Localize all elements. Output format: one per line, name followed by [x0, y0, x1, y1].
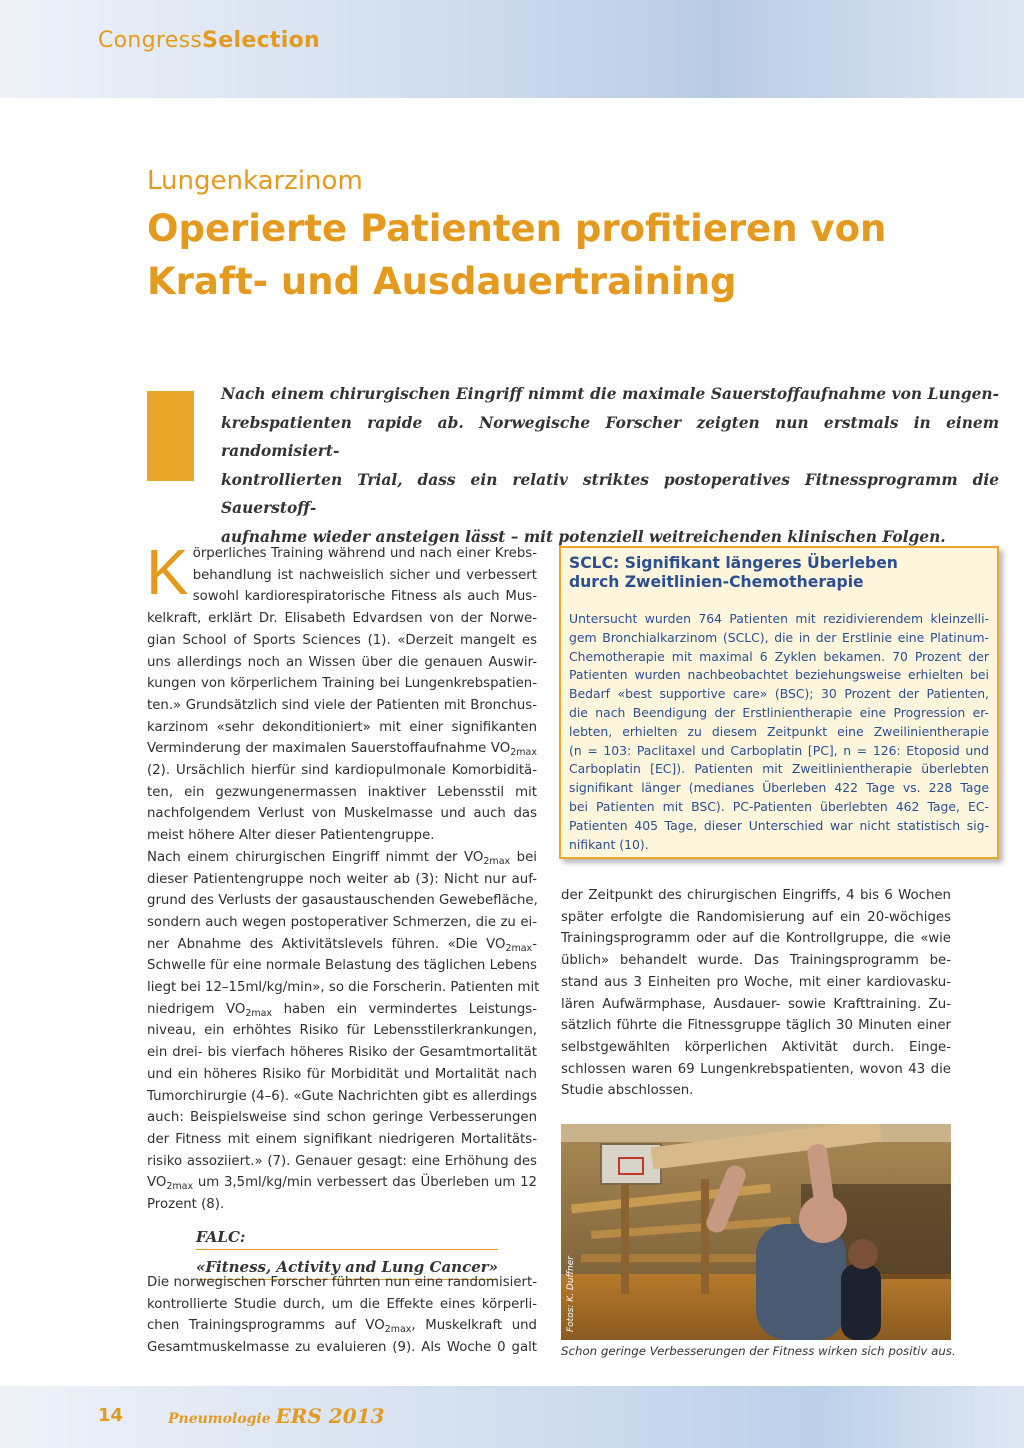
- body-line: Tumorchirurgie (4–6). «Gute Nachrichten gibt es allerdings: [147, 1088, 537, 1104]
- body-line: ein drei- bis vierfach höheres Risiko der Gesamtmortalität: [147, 1045, 537, 1061]
- journal-name: Pneumologie: [168, 1411, 271, 1427]
- body-line: selbstgewählten körperlichen Aktivität durch. Einge-: [561, 1039, 951, 1055]
- body-line: niedrigem $VO_{2max}$ haben ein vermindertes Leistungs-: [147, 1001, 537, 1019]
- training-photo: [561, 1124, 951, 1340]
- body-line: uns allerdings noch an Wissen über die genauen Auswir-: [147, 654, 537, 670]
- sclc-line: die nach Beendigung der Erstlinientherapie eine Progression er-: [569, 704, 989, 720]
- drop-cap: K: [146, 536, 189, 608]
- brand-light: Congress: [98, 28, 203, 53]
- sclc-line: gem Bronchialkarzinom (SCLC), die in der Erstlinie eine Platinum-: [569, 629, 989, 645]
- falc-body: [147, 1272, 537, 1359]
- body-line: ten, ein gezwungenermassen inaktiver Lebensstil mit: [147, 784, 537, 800]
- body-line: sätzlich führte die Fitnessgruppe täglich 30 Minuten einer: [561, 1018, 951, 1034]
- body-line: der Fitness mit einem signifikant niedrigeren Mortalitäts-: [147, 1131, 537, 1147]
- sclc-line: Chemotherapie mit maximal 6 Zyklen bekamen. 70 Prozent der: [569, 648, 989, 664]
- article-title: Operierte Patienten profitieren von Kraft- und Ausdauertraining: [147, 207, 887, 303]
- body-line: lären Aufwärmphase, Ausdauer- sowie Krafttraining. Zu-: [561, 996, 951, 1012]
- subscript: 2max: [505, 942, 533, 954]
- body-line: Prozent (8).: [147, 1197, 225, 1213]
- body-line: Studie abschlossen.: [561, 1083, 694, 1099]
- lead-line: Nach einem chirurgischen Eingriff nimmt die maximale Sauerstoffaufnahme von Lungen-: [221, 385, 999, 403]
- body-line: ten.» Grundsätzlich sind viele der Patienten mit Bronchus-: [147, 697, 537, 713]
- brand-bold: Selection: [202, 28, 320, 53]
- falc-heading-line: «Fitness, Activity and Lung Cancer»: [196, 1256, 498, 1280]
- sclc-box-title: [569, 554, 989, 591]
- body-line: örperliches Training während und nach einer Krebs-: [192, 546, 537, 561]
- body-line: grund des Verlusts der gasaustauschenden Gewebefläche,: [147, 893, 538, 909]
- body-line: der Zeitpunkt des chirurgischen Eingriffs, 4 bis 6 Wochen: [561, 888, 951, 903]
- falc-heading-line: FALC:: [196, 1226, 498, 1250]
- body-column-left: [146, 536, 540, 1216]
- sclc-box-body: [569, 610, 989, 854]
- body-line: liegt bei 12–15ml/kg/min», so die Forscherin. Patienten mit: [147, 980, 540, 996]
- subscript: 2max: [245, 1007, 273, 1019]
- footer-band: [0, 1386, 1024, 1448]
- body-line: chen Trainingsprogramms auf $VO_{2max}$, Muskelkraft und: [147, 1318, 537, 1336]
- article-kicker: Lungenkarzinom: [147, 166, 363, 196]
- sclc-line: Patienten wurden nachbeobachtet beziehungsweise erhielten bei: [569, 667, 989, 683]
- body-line: behandlung ist nachweislich sicher und verbessert: [192, 567, 537, 583]
- body-line: sowohl kardiorespiratorische Fitness als auch Mus-: [192, 589, 537, 605]
- sclc-line: (n = 103: Paclitaxel und Carboplatin [PC], n = 126: Etoposid und: [569, 742, 989, 758]
- body-line: Trainingsprogramm oder auf die Kontrollgruppe, die «wie: [561, 931, 951, 947]
- sclc-line: signifikant länger (medianes Überleben 422 Tage vs. 228 Tage: [569, 780, 989, 796]
- body-line: auch: Beispielsweise sind schon geringe Verbesserungen: [147, 1110, 537, 1126]
- sclc-line: nifikant (10).: [569, 836, 649, 852]
- congress-selection-logo: [98, 28, 320, 53]
- body-line: und ein höheres Risiko für Morbidität und Mortalität nach: [147, 1066, 537, 1082]
- body-line: risiko assoziiert.» (7). Genauer gesagt: eine Erhöhung des: [147, 1153, 537, 1169]
- body-line: Gesamtmuskelmasse zu evaluieren (9). Als Woche 0 galt: [147, 1340, 537, 1356]
- body-line: nachfolgendem Verlust von Muskelmasse und auch das: [147, 806, 537, 822]
- photo-credit: Fotos: K. Duffner: [566, 1256, 576, 1332]
- training-photo-illustration: [561, 1124, 951, 1340]
- sclc-line: Untersucht wurden 764 Patienten mit rezidivierendem kleinzelli-: [569, 611, 989, 626]
- sclc-title-line: SCLC: Signifikant längeres Überleben: [569, 554, 898, 572]
- body-line: Die norwegischen Forscher führten nun eine randomisiert-: [147, 1275, 537, 1290]
- body-line: Nach einem chirurgischen Eingriff nimmt der $VO_{2max}$ bei: [147, 849, 537, 867]
- journal-edition: ERS 2013: [275, 1404, 385, 1428]
- body-line: Schwelle für eine normale Belastung des täglichen Lebens: [147, 958, 537, 974]
- lead-line: krebspatienten rapide ab. Norwegische Forscher zeigten nun erstmals in einem randomisiert-: [221, 413, 999, 460]
- journal-title: [168, 1404, 384, 1428]
- body-line: (2). Ursächlich hierfür sind kardiopulmonale Komorbiditä-: [147, 763, 537, 779]
- sclc-info-box: [559, 546, 999, 859]
- subscript: 2max: [384, 1324, 412, 1336]
- body-line: später erfolgte die Randomisierung auf ein 20-wöchiges: [561, 909, 951, 925]
- body-line: kelkraft, erklärt Dr. Elisabeth Edvardsen von der Norwe-: [147, 611, 537, 627]
- body-line: dieser Patientengruppe noch weiter ab (3): Nicht nur auf-: [147, 871, 537, 887]
- subscript: 2max: [510, 747, 537, 759]
- body-line: üblich» behandelt wurde. Das Trainingsprogramm be-: [561, 953, 951, 969]
- body-line: Verminderung der maximalen Sauerstoffaufnahme $VO_{2max}$: [147, 741, 537, 759]
- sclc-line: lebten, erhielten zu diesem Zeitpunkt eine Zweilinientherapie: [569, 723, 989, 739]
- body-line: niveau, ein erhöhtes Risiko für Lebensstilerkrankungen,: [147, 1023, 537, 1039]
- sclc-line: Bedarf «best supportive care» (BSC); 30 Prozent der Patienten,: [569, 686, 989, 702]
- body-line: sondern auch wegen postoperativer Schmerzen, die zu ei-: [147, 914, 537, 930]
- sclc-title-line: durch Zweitlinien-Chemotherapie: [569, 572, 864, 591]
- subscript: 2max: [483, 855, 511, 867]
- body-line: $VO_{2max}$ um 3,5ml/kg/min verbessert das Überleben um 12: [147, 1175, 537, 1193]
- body-line: meist höhere Alter dieser Patientengruppe.: [147, 828, 435, 844]
- body-line: karzinom «sehr dekonditioniert» mit einer signifikanten: [147, 719, 537, 735]
- body-line: ner Abnahme des Aktivitätslevels führen. «Die $VO_{2max}-$: [147, 936, 537, 954]
- lead-line: aufnahme wieder ansteigen lässt – mit potenziell weitreichenden klinischen Folgen.: [221, 527, 946, 546]
- sclc-line: Carboplatin [EC]). Patienten mit Zweitlinientherapie überlebten: [569, 761, 989, 777]
- body-line: kungen von körperlichem Training bei Lungenkrebspatien-: [147, 676, 537, 692]
- sclc-line: bei Patienten mit BSC). PC-Patienten überlebten 462 Tage, EC-: [569, 798, 989, 814]
- body-line: kontrollierte Studie durch, um die Effekte eines körperli-: [147, 1296, 537, 1312]
- body-line: stand aus 3 Einheiten pro Woche, mit einer kardiovasku-: [561, 974, 951, 990]
- sclc-line: Patienten 405 Tage, dieser Unterschied war nicht statistisch sig-: [569, 817, 989, 833]
- lead-line: kontrollierten Trial, dass ein relativ striktes postoperatives Fitnessprogramm die Sauerstoff-: [221, 470, 999, 517]
- body-line: schlossen waren 69 Lungenkrebspatienten, wovon 43 die: [561, 1061, 951, 1077]
- lead-accent-bar: [147, 391, 194, 481]
- page-number: 14: [98, 1405, 124, 1426]
- body-line: gian School of Sports Sciences (1). «Derzeit mangelt es: [147, 632, 537, 648]
- subscript: 2max: [166, 1181, 194, 1193]
- article-lead: [221, 380, 999, 551]
- body-column-right: [561, 885, 951, 1102]
- photo-caption: Schon geringe Verbesserungen der Fitness wirken sich positiv aus.: [561, 1344, 956, 1358]
